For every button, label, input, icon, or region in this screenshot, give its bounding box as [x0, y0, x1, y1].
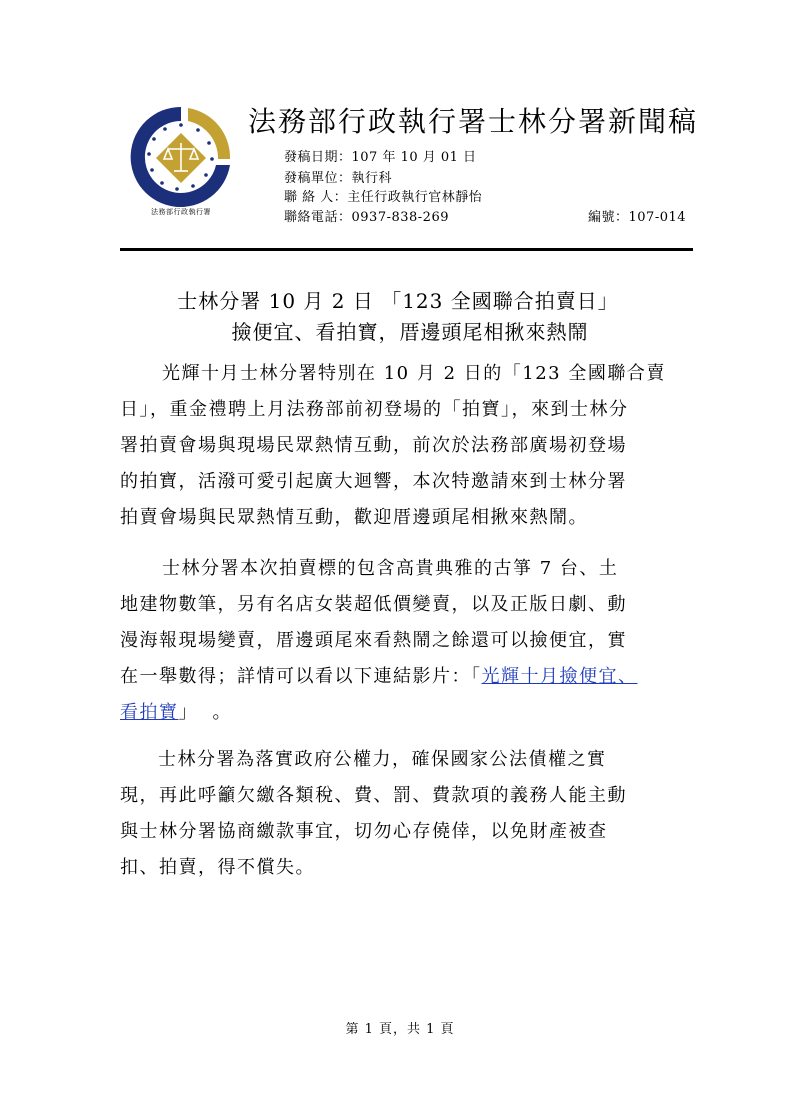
- paragraph-line: 署拍賣會場與現場民眾熱情互動，前次於法務部廣場初登場: [120, 435, 627, 456]
- paragraph-line: 的拍寶，活潑可愛引起廣大迴響，本次特邀請來到士林分署: [120, 471, 627, 492]
- paragraph-line: [120, 659, 685, 695]
- headline-line-1: 士林分署 10 月 2 日 「123 全國聯合拍賣日」: [177, 289, 619, 313]
- paragraph-2: [120, 551, 685, 731]
- video-link-part-1[interactable]: 光輝十月撿便宜、: [481, 666, 638, 687]
- contact-phone: 聯絡電話：0937-838-269: [284, 210, 449, 225]
- scales-of-justice-icon: [118, 103, 244, 207]
- page-number-footer: 第 1 頁，共 1 頁: [345, 1022, 455, 1037]
- serial-number: 編號：107-014: [588, 210, 687, 225]
- release-date: 發稿日期：107 年 10 月 01 日: [284, 150, 477, 165]
- logo-caption: 法務部行政執行署: [151, 208, 211, 216]
- paragraph-line: [120, 695, 685, 731]
- paragraph-line: 拍賣會場與民眾熱情互動，歡迎厝邊頭尾相揪來熱鬧。: [120, 507, 588, 528]
- page-title: 法務部行政執行署士林分署新聞稿: [248, 105, 699, 138]
- paragraph-3: [120, 742, 685, 886]
- link-prefix-text: 在一舉數得；詳情可以看以下連結影片：「: [120, 666, 482, 687]
- release-unit: 發稿單位：執行科: [284, 171, 393, 186]
- paragraph-line: 士林分署為落實政府公權力，確保國家公法債權之實: [158, 749, 607, 770]
- paragraph-line: 扣、拍賣，得不償失。: [120, 857, 315, 878]
- agency-logo: [118, 103, 244, 223]
- paragraph-line: 地建物數筆，另有名店女裝超低價變賣，以及正版日劇、動: [120, 594, 627, 615]
- paragraph-line: 士林分署本次拍賣標的包含高貴典雅的古箏 7 台、土: [162, 558, 619, 579]
- paragraph-line: 現，再此呼籲欠繳各類稅、費、罰、費款項的義務人能主動: [120, 785, 627, 806]
- paragraph-line: 日」，重金禮聘上月法務部前初登場的「拍寶」，來到士林分: [120, 399, 629, 420]
- paragraph-1: [120, 356, 685, 536]
- paragraph-line: 漫海報現場變賣，厝邊頭尾來看熱鬧之餘還可以撿便宜，實: [120, 630, 627, 651]
- link-suffix-text: 」 。: [178, 702, 232, 723]
- headline-line-2: 撿便宜、看拍寶，厝邊頭尾相揪來熱鬧: [231, 320, 589, 344]
- paragraph-line: 光輝十月士林分署特別在 10 月 2 日的「123 全國聯合賣: [162, 363, 666, 384]
- contact-person: 聯 絡 人：主任行政執行官林靜怡: [284, 190, 483, 205]
- paragraph-line: 與士林分署協商繳款事宜，切勿心存僥倖，以免財產被查: [120, 821, 608, 842]
- header-divider: [120, 248, 693, 251]
- video-link-part-2[interactable]: 看拍寶: [120, 702, 179, 723]
